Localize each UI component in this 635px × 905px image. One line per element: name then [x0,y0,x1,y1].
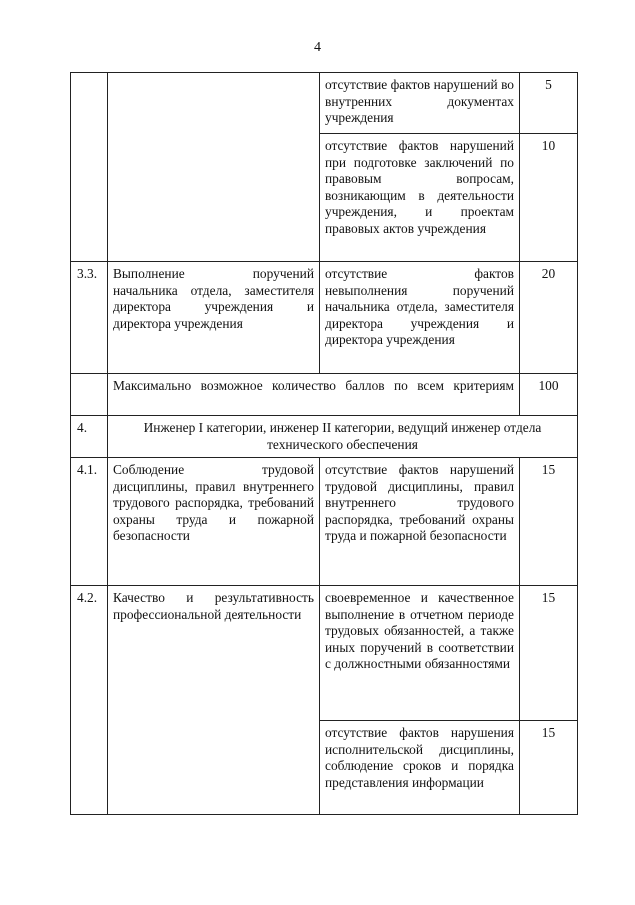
criteria-table [70,72,578,815]
number-cell: 4.2. [71,586,108,815]
criterion-cell: Качество и результативность профессиональной деятельности [108,586,320,815]
criterion-cell: Соблюдение трудовой дисциплины, правил внутреннего трудового распорядка, требований охраны труда и пожарной безопасности [108,458,320,586]
table-row [71,586,578,721]
score-cell: 15 [520,586,578,721]
indicator-cell: отсутствие фактов невыполнения поручений начальника отдела, заместителя директора учреждения и директора учреждения [320,262,520,374]
score-cell: 10 [520,134,578,262]
criterion-cell: Выполнение поручений начальника отдела, заместителя директора учреждения и директора учреждения [108,262,320,374]
page-number: 4 [314,40,321,55]
section-header-row [71,416,578,458]
table-row-total [71,374,578,416]
indicator-cell: отсутствие фактов нарушений во внутренних документах учреждения [320,73,520,134]
score-cell: 20 [520,262,578,374]
table-row [71,458,578,586]
table-row [71,73,578,134]
score-cell: 15 [520,721,578,815]
score-cell: 5 [520,73,578,134]
number-cell [71,73,108,262]
number-cell: 4. [71,416,108,458]
indicator-cell: отсутствие фактов нарушений при подготовке заключений по правовым вопросам, возникающим в деятельности учреждения, и проектам правовых актов учреждения [320,134,520,262]
number-cell: 4.1. [71,458,108,586]
indicator-cell: своевременное и качественное выполнение в отчетном периоде трудовых обязанностей, а также иных поручений в соответствии с должностными обязанностями [320,586,520,721]
indicator-cell: отсутствие фактов нарушений трудовой дисциплины, правил внутреннего трудового распорядка, требований охраны труда и пожарной безопасности [320,458,520,586]
score-cell: 15 [520,458,578,586]
total-label: Максимально возможное количество баллов по всем критериям [108,374,520,416]
number-cell: 3.3. [71,262,108,374]
indicator-cell: отсутствие фактов нарушения исполнительской дисциплины, соблюдение сроков и порядка представления информации [320,721,520,815]
score-cell: 100 [520,374,578,416]
section-title: Инженер I категории, инженер II категории, ведущий инженер отдела технического обеспечения [108,416,578,458]
table-row [71,262,578,374]
criterion-cell [108,73,320,262]
number-cell [71,374,108,416]
